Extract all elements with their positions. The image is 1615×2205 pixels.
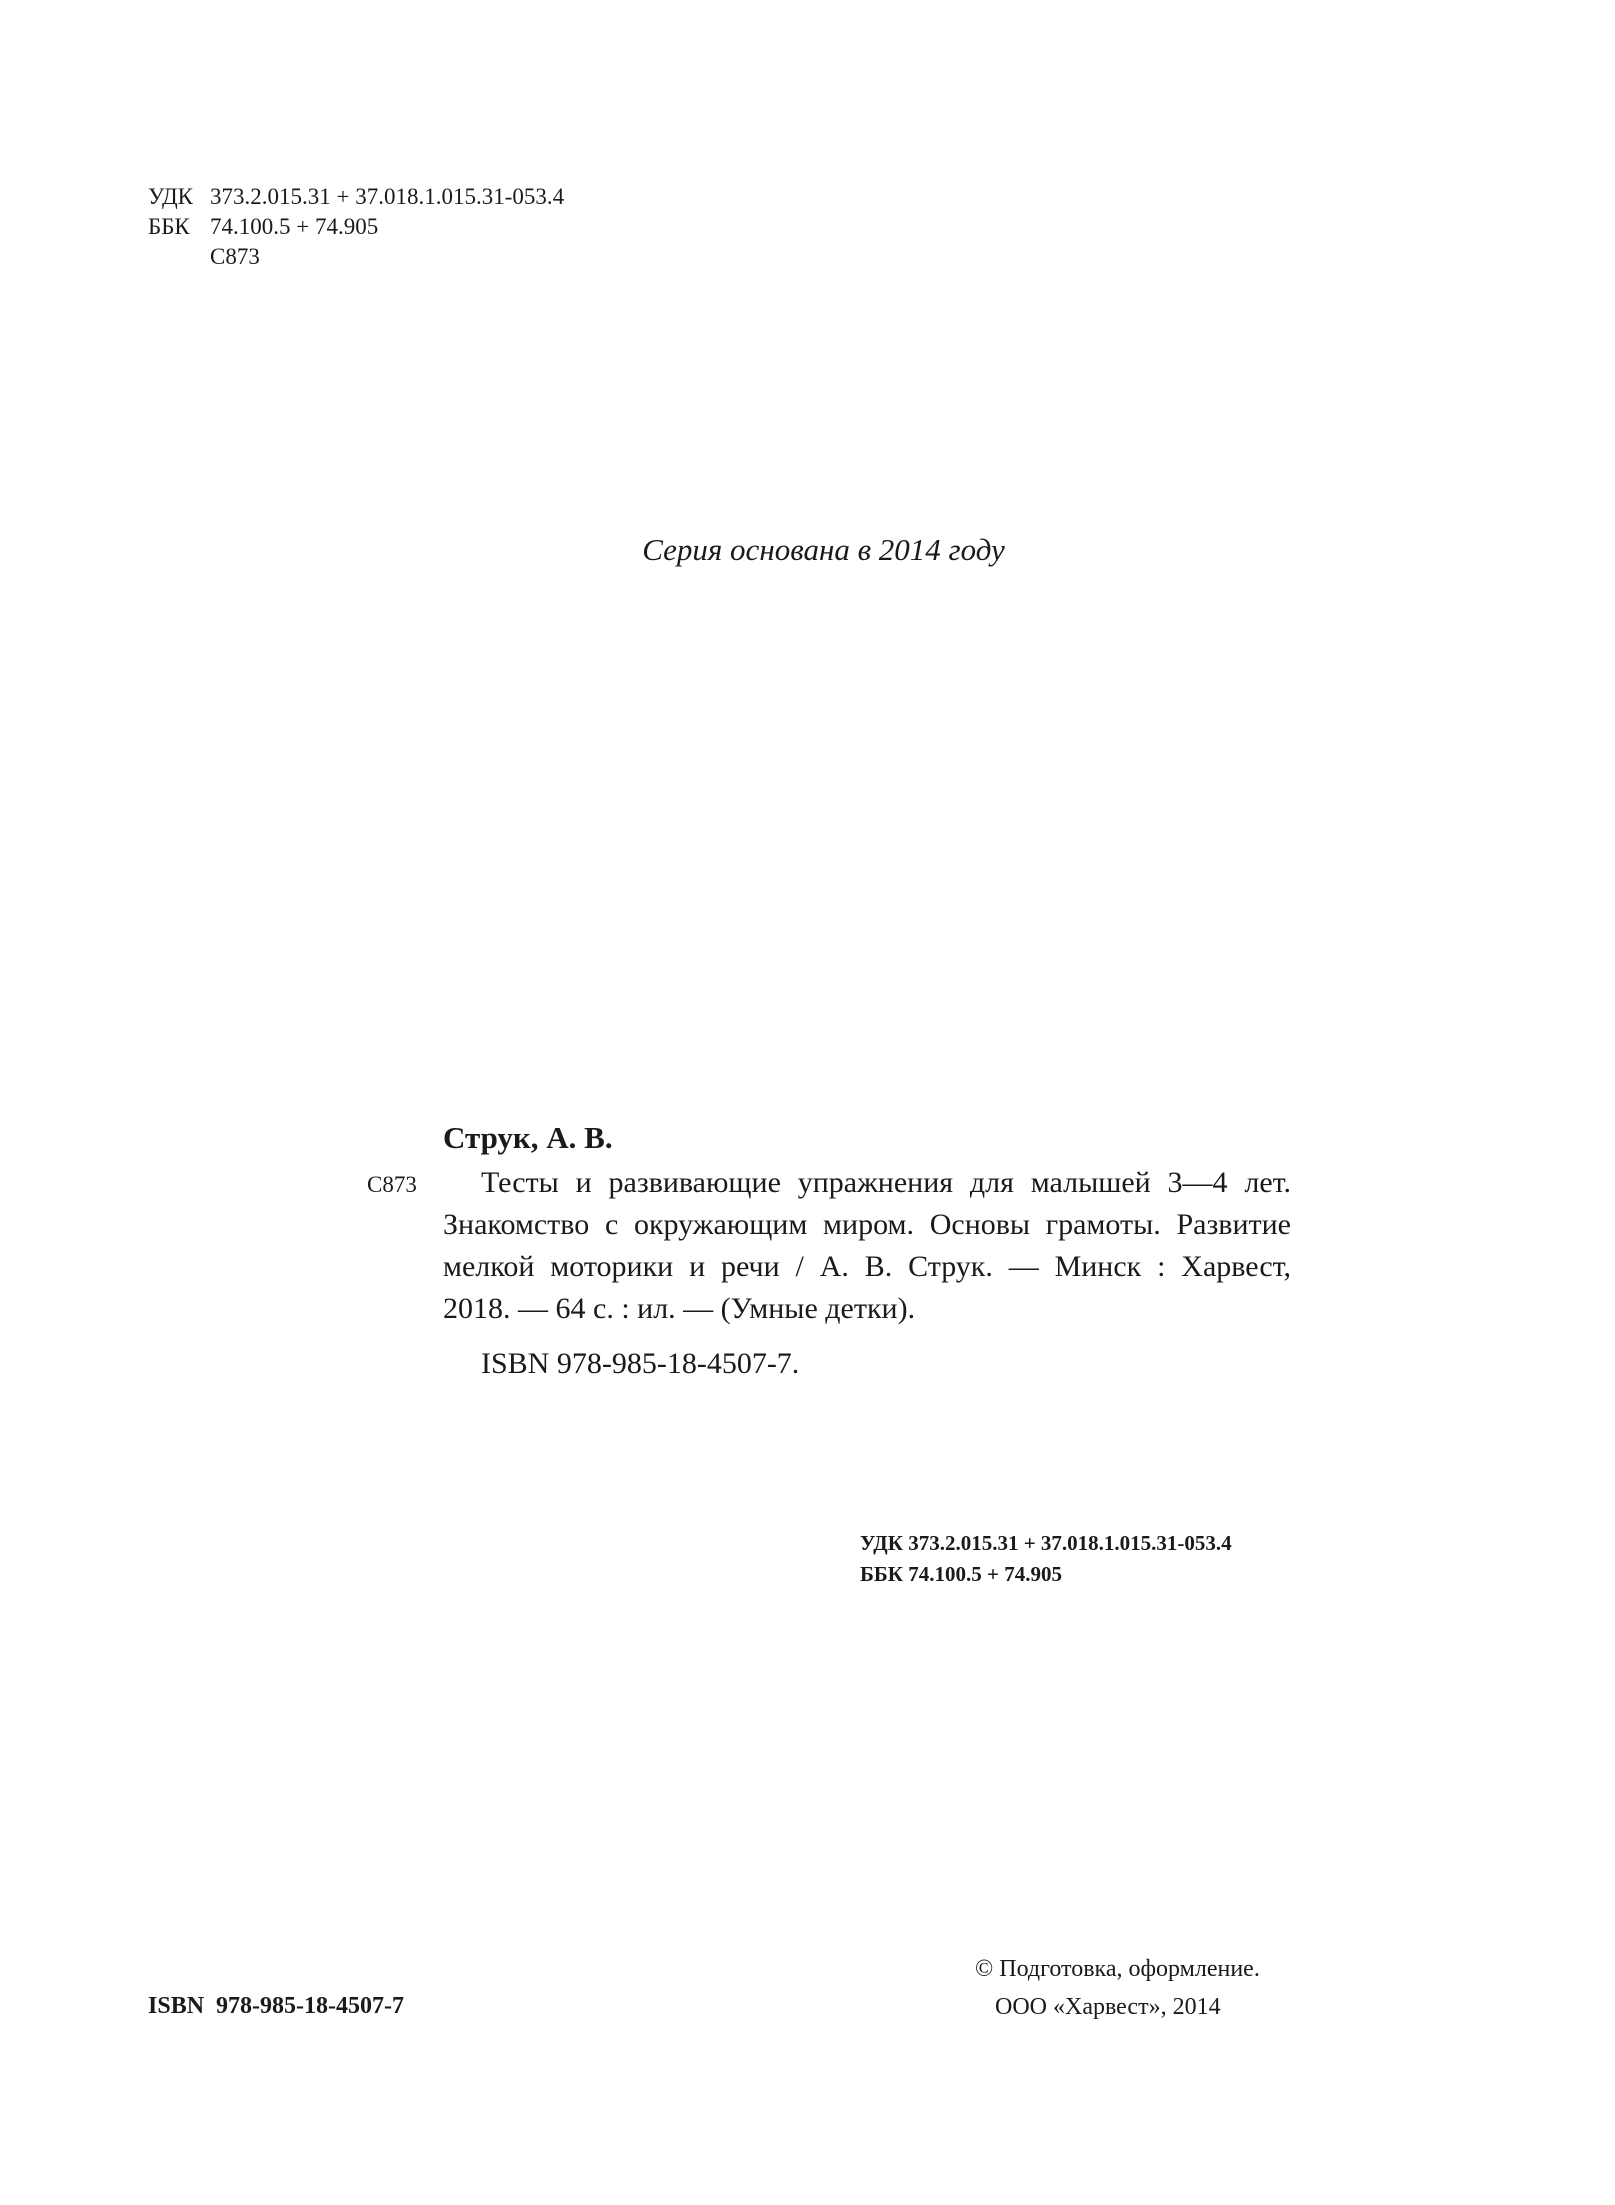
series-note-text: Серия основана в 2014 году [642,532,1005,567]
isbn-record: ISBN 978-985-18-4507-7. [481,1347,800,1380]
biblio-line: мелкой моторики и речи / А. В. Струк. — Минск : Харвест, [443,1250,1291,1283]
author-code: С873 [367,1172,417,1197]
copyright-notice [975,1950,1260,2026]
bibliographic-description [443,1162,1291,1330]
author-code-top: С873 [210,244,260,269]
udk-row [148,182,564,212]
isbn-footer: ISBN 978-985-18-4507-7 [148,1993,404,2019]
udk-label: УДК [148,184,193,209]
series-note [0,530,1615,570]
bbk-label: ББК [148,214,190,239]
udk-value: 373.2.015.31 + 37.018.1.015.31-053.4 [210,184,565,209]
bbk-bottom: ББК 74.100.5 + 74.905 [860,1562,1062,1586]
bbk-row [148,212,564,242]
classification-block-top [148,182,564,272]
copyright-line-2: ООО «Харвест», 2014 [995,1994,1221,2020]
biblio-line: 2018. — 64 с. : ил. — (Умные детки). [443,1292,916,1325]
udk-bottom: УДК 373.2.015.31 + 37.018.1.015.31-053.4 [860,1531,1232,1555]
copyright-line-1: © Подготовка, оформление. [975,1956,1260,1982]
biblio-line: Тесты и развивающие упражнения для малышей 3—4 лет. [481,1166,1291,1199]
author-name: Струк, А. В. [443,1120,613,1155]
biblio-line: Знакомство с окружающим миром. Основы грамоты. Развитие [443,1208,1291,1241]
classification-block-bottom [860,1528,1232,1590]
bbk-value: 74.100.5 + 74.905 [210,214,379,239]
